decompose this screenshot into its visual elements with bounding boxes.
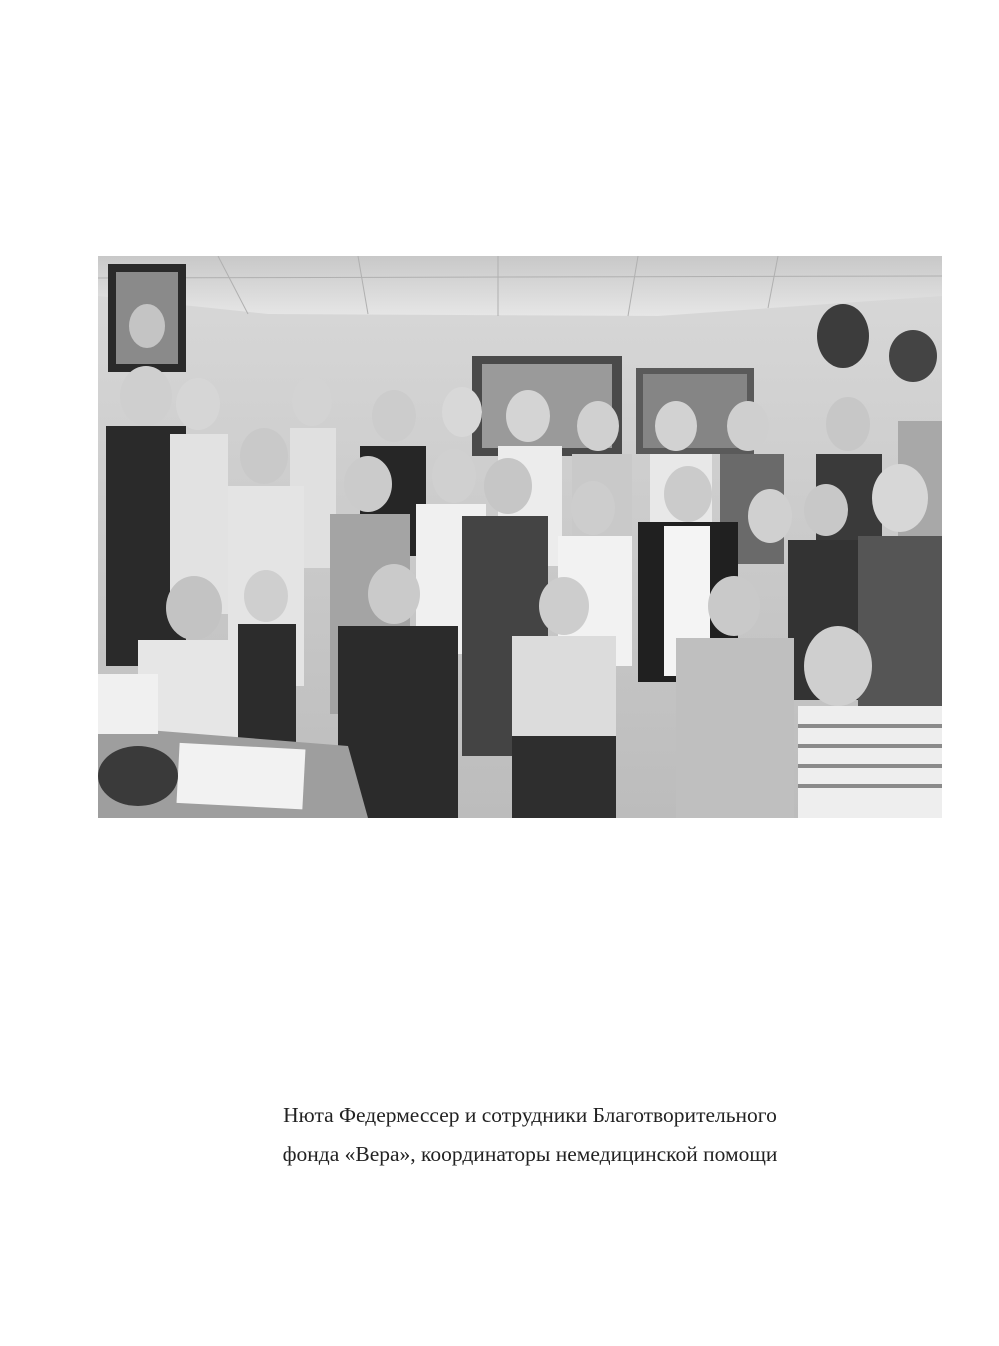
photo-caption [150,1096,910,1174]
caption-line-2: фонда «Вера», координаторы немедицинской помощи [282,1142,778,1166]
group-photo [98,256,942,818]
group-photo-illustration [98,256,942,818]
caption-line-1: Нюта Федермессер и сотрудники Благотворительного [283,1103,777,1127]
